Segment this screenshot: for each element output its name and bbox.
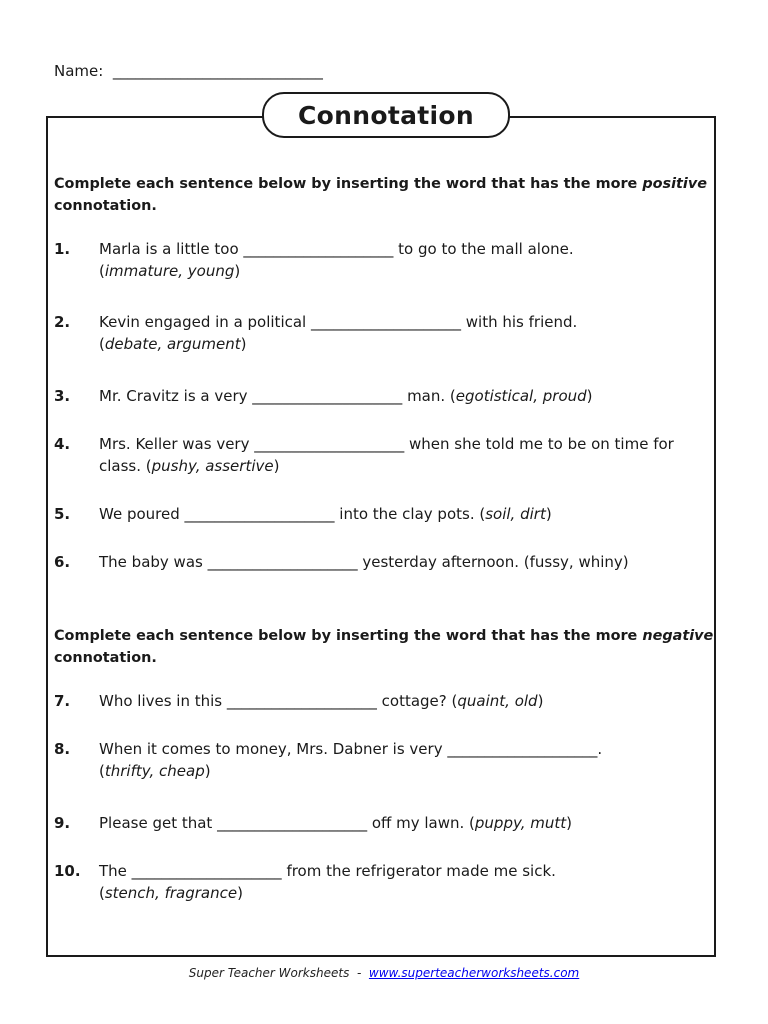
emphasis-positive: positive <box>642 176 707 192</box>
question-number: 6. <box>54 553 71 571</box>
word-choice: soil <box>485 505 511 523</box>
word-choice: pushy <box>151 457 196 475</box>
question-number: 8. <box>54 740 71 758</box>
answer-blank[interactable]: ____________________ <box>311 313 461 331</box>
answer-blank[interactable]: ____________________ <box>252 387 403 405</box>
answer-blank[interactable]: ____________________ <box>226 692 377 710</box>
word-choice: thrifty <box>104 762 150 780</box>
answer-blank[interactable]: ____________________ <box>217 814 368 832</box>
question-number: 2. <box>54 313 71 331</box>
answer-blank[interactable]: ____________________ <box>447 740 598 758</box>
word-choice: assertive <box>205 457 274 475</box>
word-choice: debate <box>104 335 158 353</box>
word-choice: fragrance <box>164 884 238 902</box>
word-choice: proud <box>542 387 587 405</box>
answer-blank[interactable]: ____________________ <box>243 240 394 258</box>
answer-blank[interactable]: ____________________ <box>131 862 282 880</box>
word-choice: mutt <box>530 814 567 832</box>
worksheet-title: Connotation <box>262 92 510 138</box>
word-choice: argument <box>166 335 241 353</box>
answer-blank[interactable]: ____________________ <box>254 435 405 453</box>
footer-credit: Super Teacher Worksheets - <box>188 966 369 980</box>
word-choice: quaint <box>457 692 506 710</box>
name-label: Name: <box>54 62 104 80</box>
word-choice: dirt <box>520 505 546 523</box>
question-number: 7. <box>54 692 71 710</box>
question-number: 3. <box>54 387 71 405</box>
name-field <box>54 62 323 80</box>
instructions-negative: Complete each sentence below by inserting the word that has the more negative connotation. <box>54 628 714 666</box>
word-choice: cheap <box>159 762 205 780</box>
name-blank[interactable]: ____________________________ <box>112 62 323 80</box>
question-number: 5. <box>54 505 71 523</box>
footer <box>0 966 768 980</box>
word-choice: egotistical <box>455 387 534 405</box>
word-choice: puppy <box>474 814 521 832</box>
question-number: 10. <box>54 862 81 880</box>
question-number: 9. <box>54 814 71 832</box>
emphasis-negative: negative <box>642 628 714 644</box>
word-choice: stench <box>104 884 156 902</box>
instructions-positive: Complete each sentence below by inserting the word that has the more positive connotation. <box>54 176 707 214</box>
footer-link[interactable]: www.superteacherworksheets.com <box>368 966 580 980</box>
word-choice: immature <box>104 262 179 280</box>
question-number: 4. <box>54 435 71 453</box>
word-choice: young <box>187 262 235 280</box>
question-number: 1. <box>54 240 71 258</box>
answer-blank[interactable]: ____________________ <box>207 553 358 571</box>
answer-blank[interactable]: ____________________ <box>184 505 335 523</box>
word-choice: old <box>514 692 538 710</box>
